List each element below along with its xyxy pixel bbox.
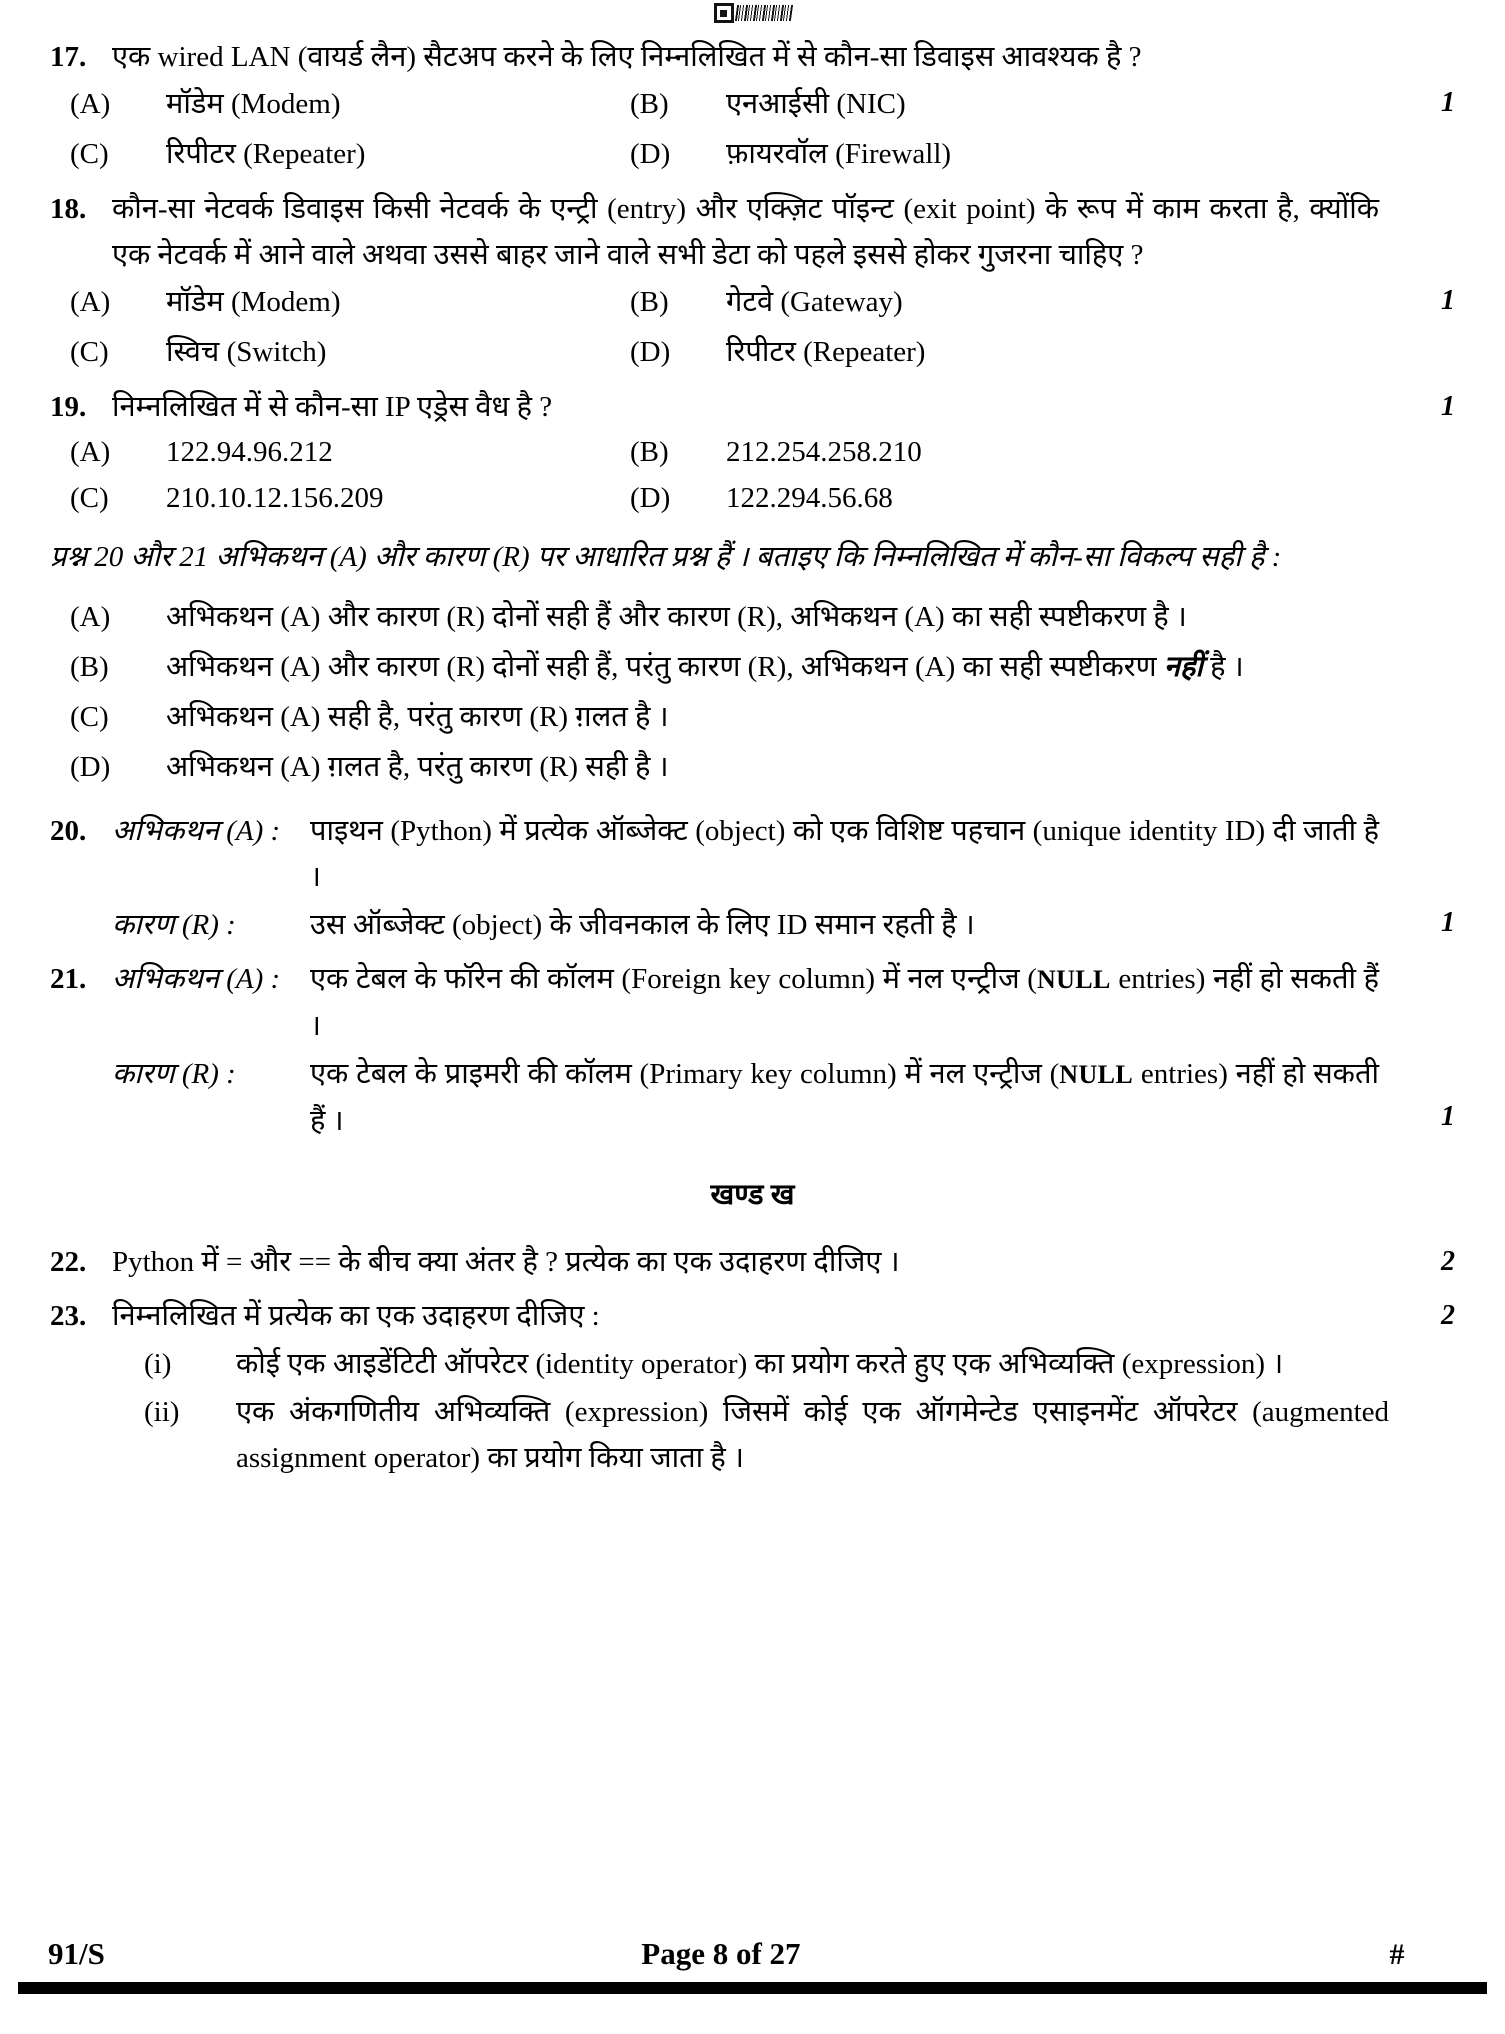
- question-17-options: [70, 80, 1465, 178]
- option-a[interactable]: [70, 278, 630, 326]
- option-c[interactable]: [70, 476, 630, 520]
- option-text: एनआईसी (NIC): [726, 88, 906, 120]
- barcode-icon: [734, 5, 792, 21]
- reason-text-part1: एक टेबल के प्राइमरी की कॉलम (Primary key column) में नल एन्ट्रीज (: [310, 1058, 1060, 1090]
- option-c[interactable]: [70, 130, 630, 178]
- option-a[interactable]: [70, 80, 630, 128]
- question-number: 18.: [50, 193, 87, 225]
- question-marks: 2: [1441, 1246, 1455, 1277]
- option-text-part1: अभिकथन (A) और कारण (R) दोनों सही हैं, परंतु कारण (R), अभिकथन (A) का सही स्पष्टीकरण: [166, 651, 1164, 683]
- option-text: मॉडेम (Modem): [166, 88, 341, 120]
- question-text: Python में = और == के बीच क्या अंतर है ? प्रत्येक का एक उदाहरण दीजिए ।: [112, 1246, 900, 1278]
- option-text: 122.294.56.68: [726, 482, 893, 514]
- assertion-reason-instruction: प्रश्न 20 और 21 अभिकथन (A) और कारण (R) पर आधारित प्रश्न हैं । बताइए कि निम्नलिखित में कौन-सा विकल्प सही है :: [50, 541, 1282, 573]
- option-d[interactable]: [630, 328, 1465, 376]
- page-footer: [0, 1936, 1505, 1972]
- question-18-options: [70, 278, 1465, 376]
- question-number: 22.: [50, 1246, 87, 1278]
- option-text: रिपीटर (Repeater): [166, 138, 366, 170]
- question-number: 19.: [50, 391, 87, 423]
- option-label: (B): [70, 651, 109, 683]
- option-label: (A): [70, 436, 111, 468]
- question-number: 23.: [50, 1300, 87, 1332]
- reason-label: कारण (R) :: [112, 909, 236, 941]
- option-c[interactable]: [70, 328, 630, 376]
- ar-option-b[interactable]: [70, 644, 1465, 690]
- sub-item-label: (ii): [144, 1396, 180, 1428]
- option-label: (C): [70, 701, 109, 733]
- sub-item-i: [144, 1341, 1465, 1387]
- question-number: 20.: [50, 815, 87, 847]
- hash-mark: #: [1389, 1938, 1405, 1971]
- option-text: मॉडेम (Modem): [166, 286, 341, 318]
- question-marks: 2: [1441, 1300, 1455, 1331]
- option-label: (A): [70, 286, 111, 318]
- option-text: अभिकथन (A) सही है, परंतु कारण (R) ग़लत है ।: [166, 701, 669, 733]
- sub-item-label: (i): [144, 1348, 172, 1380]
- option-text: [166, 644, 1465, 690]
- question-19: [40, 384, 1465, 430]
- question-23: [40, 1293, 1465, 1339]
- ar-option-a[interactable]: [70, 594, 1465, 640]
- assertion-text-part1: एक टेबल के फॉरेन की कॉलम (Foreign key column) में नल एन्ट्रीज (: [310, 963, 1037, 995]
- assertion-text-part2: entries) नहीं हो सकती हैं ।: [310, 963, 1379, 1042]
- question-22: [40, 1239, 1465, 1285]
- option-text-part2: है ।: [1202, 651, 1244, 683]
- option-label: (B): [630, 88, 669, 120]
- assertion-text: [310, 956, 1465, 1049]
- reason-text: उस ऑब्जेक्ट (object) के जीवनकाल के लिए ID समान रहती है ।: [310, 909, 975, 941]
- option-a[interactable]: [70, 430, 630, 474]
- option-label: (A): [70, 88, 111, 120]
- barcode-qr-mark: [714, 2, 792, 24]
- question-20: [40, 808, 1465, 948]
- question-marks: 1: [1441, 391, 1455, 422]
- option-b[interactable]: [630, 80, 1465, 128]
- option-label: (B): [630, 436, 669, 468]
- option-label: (A): [70, 601, 111, 633]
- option-text: स्विच (Switch): [166, 336, 327, 368]
- sub-item-text: एक अंकगणितीय अभिव्यक्ति (expression) जिसमें कोई एक ऑगमेन्टेड एसाइनमेंट ऑपरेटर (augmented assignment operator) का प्रयोग किया जाता है ।: [236, 1396, 1389, 1474]
- option-label: (D): [630, 336, 671, 368]
- option-text: फ़ायरवॉल (Firewall): [726, 138, 952, 170]
- question-19-options: [70, 430, 1465, 520]
- option-label: (D): [630, 482, 671, 514]
- option-d[interactable]: [630, 476, 1465, 520]
- section-b-heading: खण्ड ख: [710, 1179, 795, 1211]
- paper-code: 91/S: [48, 1936, 105, 1971]
- option-text: 210.10.12.156.209: [166, 482, 384, 514]
- reason-text-part2: entries) नहीं हो सकती हैं ।: [310, 1058, 1379, 1137]
- reason-text: [310, 1051, 1465, 1144]
- ar-option-d[interactable]: [70, 744, 1465, 790]
- option-text: अभिकथन (A) और कारण (R) दोनों सही हैं और कारण (R), अभिकथन (A) का सही स्पष्टीकरण है ।: [166, 601, 1187, 633]
- option-b[interactable]: [630, 278, 1465, 326]
- question-text: कौन-सा नेटवर्क डिवाइस किसी नेटवर्क के एन्ट्री (entry) और एक्ज़िट पॉइन्ट (exit point) के रूप में काम करता है, क्योंकि एक नेटवर्क में आने वाले अथवा उससे बाहर जाने वाले सभी डेटा को पहले इससे होकर गुजरना चाहिए ?: [112, 193, 1379, 271]
- assertion-text: पाइथन (Python) में प्रत्येक ऑब्जेक्ट (object) को एक विशिष्ट पहचान (unique identity ID) दी जाती है ।: [310, 815, 1379, 893]
- assertion-label: अभिकथन (A) :: [112, 963, 281, 995]
- sub-item-ii: [144, 1389, 1465, 1481]
- reason-row: [112, 902, 1465, 948]
- option-text-emphasis: नहीं: [1163, 651, 1203, 683]
- assertion-row: [112, 956, 1465, 1049]
- question-number: 17.: [50, 41, 87, 73]
- qr-code-icon: [714, 3, 734, 23]
- question-marks: 1: [1441, 285, 1455, 316]
- question-23-sub-items: [144, 1341, 1465, 1481]
- question-21: [40, 956, 1465, 1144]
- page-number: Page 8 of 27: [641, 1936, 801, 1971]
- question-marks: 1: [1441, 87, 1455, 118]
- question-text: निम्नलिखित में से कौन-सा IP एड्रेस वैध है ?: [112, 391, 553, 423]
- assertion-reason-options: [70, 594, 1465, 790]
- null-keyword: NULL: [1059, 1060, 1134, 1089]
- question-number: 21.: [50, 963, 87, 995]
- question-text: एक wired LAN (वायर्ड लैन) सैटअप करने के लिए निम्नलिखित में से कौन-सा डिवाइस आवश्यक है ?: [112, 41, 1142, 73]
- question-marks: 1: [1441, 907, 1455, 938]
- question-text: निम्नलिखित में प्रत्येक का एक उदाहरण दीजिए :: [112, 1300, 600, 1332]
- null-keyword: NULL: [1036, 965, 1111, 994]
- option-text: 122.94.96.212: [166, 436, 333, 468]
- option-b[interactable]: [630, 430, 1465, 474]
- option-label: (C): [70, 482, 109, 514]
- sub-item-text: कोई एक आइडेंटिटी ऑपरेटर (identity operator) का प्रयोग करते हुए एक अभिव्यक्ति (expression) ।: [236, 1348, 1284, 1380]
- assertion-row: [112, 808, 1465, 900]
- reason-label: कारण (R) :: [112, 1058, 236, 1090]
- assertion-label: अभिकथन (A) :: [112, 815, 281, 847]
- option-text: रिपीटर (Repeater): [726, 336, 926, 368]
- option-label: (D): [630, 138, 671, 170]
- option-text: अभिकथन (A) ग़लत है, परंतु कारण (R) सही है ।: [166, 751, 669, 783]
- ar-option-c[interactable]: [70, 694, 1465, 740]
- option-text: 212.254.258.210: [726, 436, 922, 468]
- footer-rule: [18, 1982, 1487, 1994]
- option-label: (C): [70, 336, 109, 368]
- option-label: (D): [70, 751, 111, 783]
- option-text: गेटवे (Gateway): [726, 286, 903, 318]
- option-d[interactable]: [630, 130, 1465, 178]
- option-label: (B): [630, 286, 669, 318]
- option-label: (C): [70, 138, 109, 170]
- reason-row: [112, 1051, 1465, 1144]
- question-marks: 1: [1441, 1101, 1455, 1132]
